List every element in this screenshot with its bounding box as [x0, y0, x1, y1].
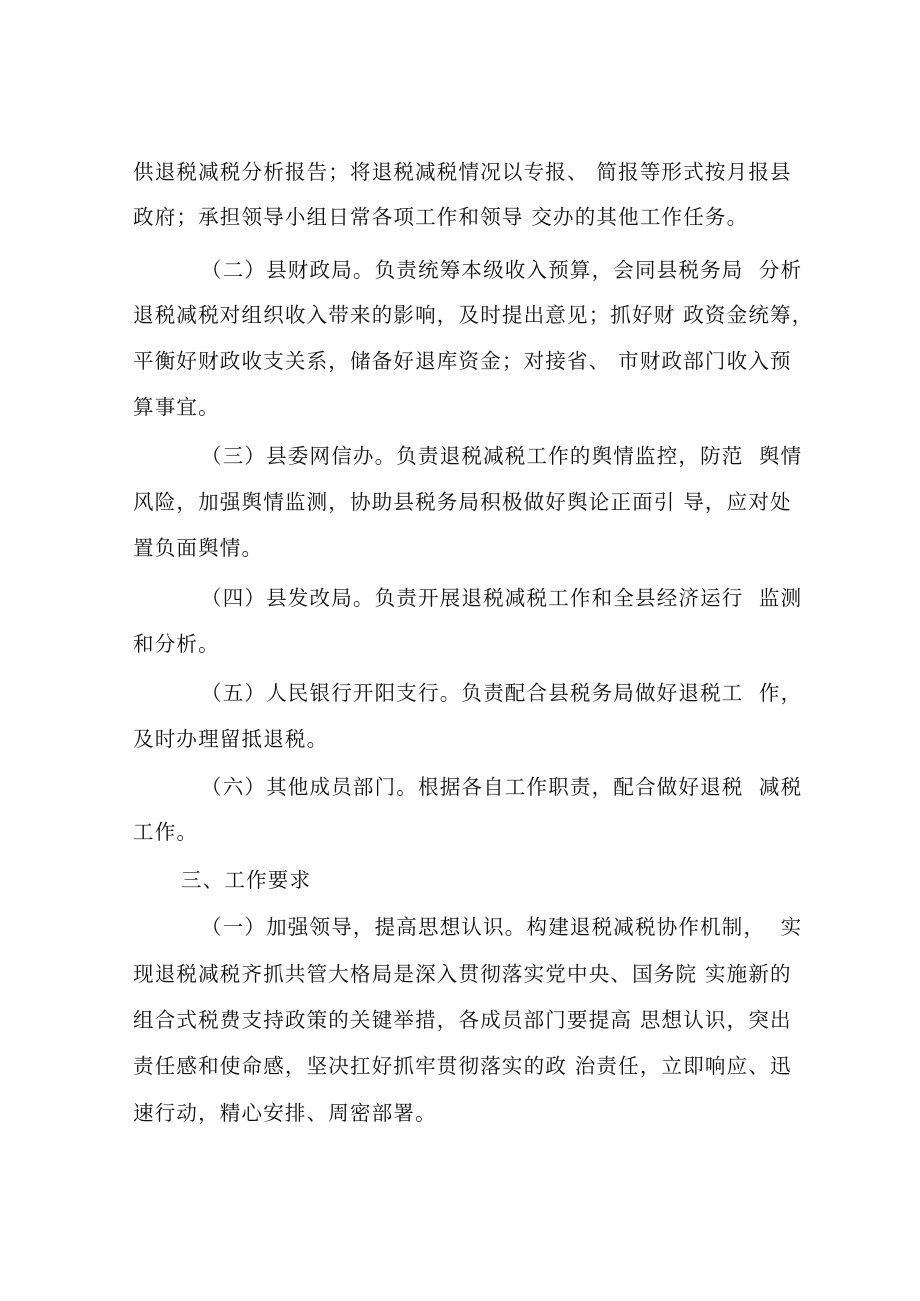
- paragraph-line: 风险，加强舆情监测，协助县税务局积极做好舆论正面引 导，应对处: [133, 490, 792, 514]
- paragraph-line: 现退税减税齐抓共管大格局是深入贯彻落实党中央、国务院 实施新的: [133, 962, 792, 986]
- paragraph-line: 平衡好财政收支关系，储备好退库资金；对接省、 市财政部门收入预: [133, 349, 792, 373]
- paragraph-line: 及时办理留抵退税。: [133, 727, 329, 751]
- paragraph-line: 和分析。: [133, 632, 220, 656]
- paragraph-line: （一）加强领导，提高思想认识。构建退税减税协作机制， 实: [201, 915, 803, 939]
- paragraph-line: 责任感和使命感，坚决扛好抓牢贯彻落实的政 治责任，立即响应、迅: [133, 1054, 792, 1078]
- paragraph-line: 退税减税对组织收入带来的影响，及时提出意见；抓好财 政资金统筹，: [133, 303, 814, 327]
- paragraph-line: 政府；承担领导小组日常各项工作和领导 交办的其他工作任务。: [133, 205, 749, 229]
- paragraph-line: 速行动，精心安排、周密部署。: [133, 1101, 437, 1125]
- paragraph-line: （六）其他成员部门。根据各自工作职责，配合做好退税 减税: [201, 775, 803, 799]
- paragraph-line: 供退税减税分析报告；将退税减税情况以专报、 简报等形式按月报县: [133, 160, 792, 184]
- section-heading: 三、工作要求: [181, 868, 312, 892]
- paragraph-line: （二）县财政局。负责统筹本级收入预算，会同县税务局 分析: [201, 258, 803, 282]
- paragraph-line: 工作。: [133, 820, 199, 844]
- paragraph-line: 组合式税费支持政策的关键举措，各成员部门要提高 思想认识，突出: [133, 1008, 792, 1032]
- paragraph-line: 算事宜。: [133, 395, 220, 419]
- paragraph-line: 置负面舆情。: [133, 536, 264, 560]
- paragraph-line: （五）人民银行开阳支行。负责配合县税务局做好退税工 作，: [201, 681, 803, 705]
- paragraph-line: （四）县发改局。负责开展退税减税工作和全县经济运行 监测: [201, 586, 803, 610]
- paragraph-line: （三）县委网信办。负责退税减税工作的舆情监控，防范 舆情: [201, 444, 803, 468]
